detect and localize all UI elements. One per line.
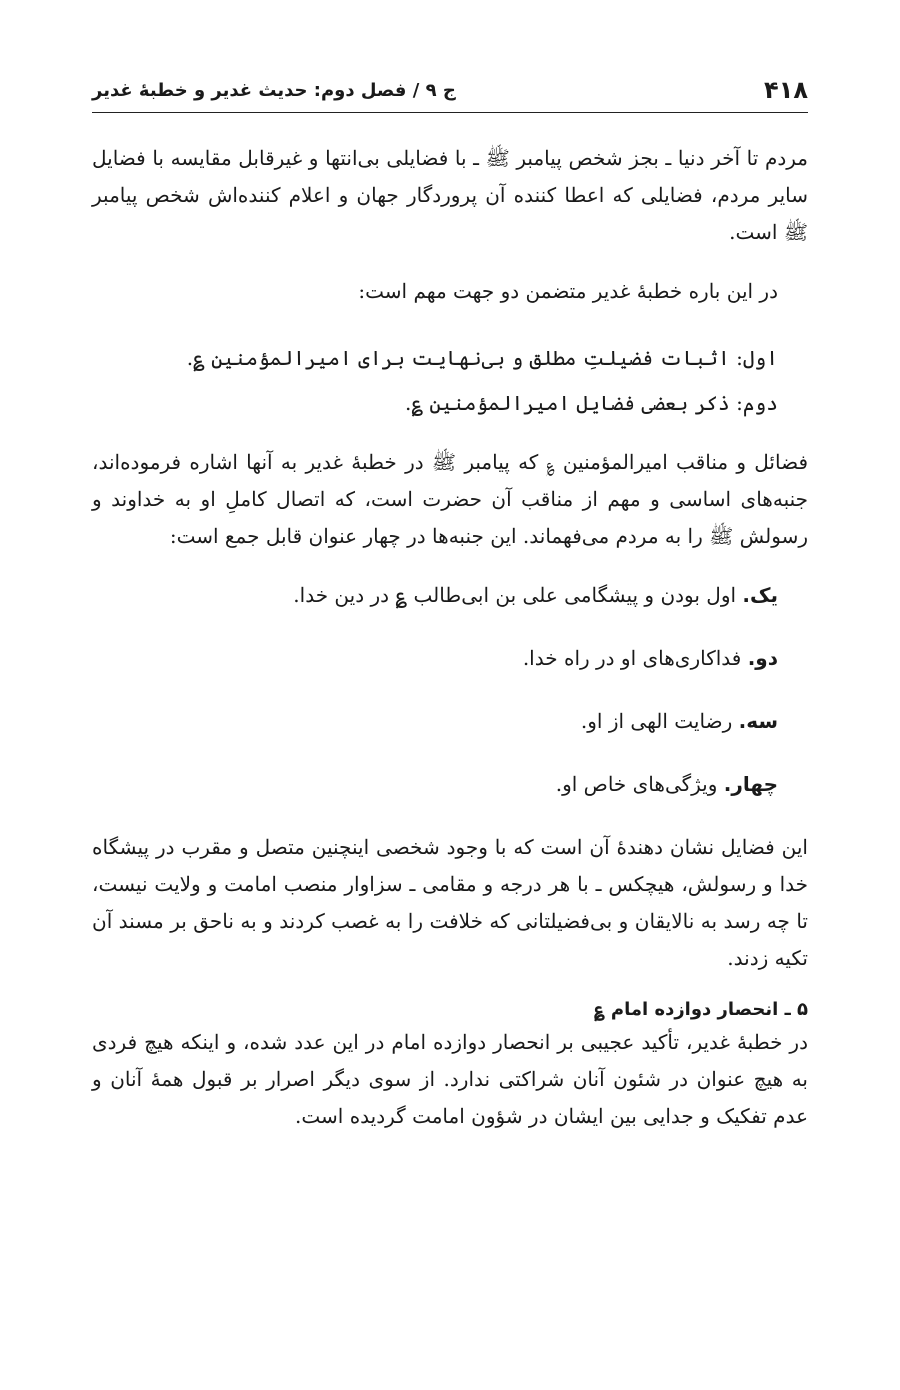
- running-title: ج ۹ / فصل دوم: حدیث غدیر و خطبهٔ غدیر: [92, 79, 456, 101]
- list-item-label: دو.: [747, 646, 778, 670]
- list-item: [92, 577, 778, 614]
- list-item-text: اول بودن و پیشگامی علی بن ابی‌طالب ؏ در دین خدا.: [293, 583, 743, 607]
- list-item: [92, 703, 778, 740]
- paragraph-intro: مردم تا آخر دنیا ـ بجز شخص پیامبر ﷺ ـ با فضایلی بی‌انتها و غیرقابل مقایسه با فضایل سایر مردم، فضایلی که اعطا کننده آن پروردگار جهان و اعلام کننده‌اش شخص پیامبر ﷺ است.: [92, 146, 808, 244]
- paragraph-aspects-lead: در این باره خطبهٔ غدیر متضمن دو جهت مهم است:: [358, 279, 778, 303]
- paragraph-conclusion: این فضایل نشان دهندهٔ آن است که با وجود شخصی اینچنین متصل و مقرب در پیشگاه خدا و رسولش، هیچکس ـ با هر درجه و مقامی ـ سزاوار منصب امامت و ولایت نیست، تا چه رسد به نالایقان و بی‌فضیلتانی که خلافت را به غصب کردند و به ناحق بر مسند آن تکیه زدند.: [92, 835, 809, 970]
- page-header: [92, 68, 808, 113]
- list-item-text: فداکاری‌های او در راه خدا.: [522, 646, 748, 670]
- list-item: [92, 640, 778, 677]
- list-item-label: سه.: [738, 709, 778, 733]
- paragraph-twelve-imams: در خطبهٔ غدیر، تأکید عجیبی بر انحصار دوازده امام در این عدد شده، و اینکه هیچ فردی به هیچ عنوان در شئون آنان شراکتی ندارد. از سوی دیگر اصرار بر قبول همهٔ آنان و عدم تفکیک و جدایی بین ایشان در شؤون امامت گردیده است.: [92, 1030, 808, 1128]
- section-heading: ۵ ـ انحصار دوازده امام ؏: [594, 999, 808, 1020]
- page-number: ۴۱۸: [764, 76, 808, 104]
- paragraph-aspect-second: دوم: ذکر بعضی فضایل امیرالمؤمنین ؏.: [404, 391, 778, 415]
- paragraph-virtues: فضائل و مناقب امیرالمؤمنین ؏ که پیامبر ﷺ در خطبهٔ غدیر به آنها اشاره فرموده‌اند، جنبه‌های اساسی و مهم از مناقب آن حضرت است، که اتصال کاملِ او به خداوند و رسولش ﷺ را به مردم می‌فهماند. این جنبه‌ها در چهار عنوان قابل جمع است:: [92, 450, 809, 548]
- list-item-text: رضایت الهی از او.: [580, 709, 739, 733]
- page-body: [92, 140, 808, 1135]
- list-item: [92, 766, 778, 803]
- list-item-label: یک.: [742, 583, 778, 607]
- paragraph-aspect-first: اول: اثبات فضیلتِ مطلق و بی‌نهایت برای امیرالمؤمنین ؏.: [186, 346, 778, 370]
- list-item-label: چهار.: [723, 772, 778, 796]
- list-item-text: ویژگی‌های خاص او.: [555, 772, 724, 796]
- virtues-list: [92, 577, 808, 803]
- aspects-block: [92, 273, 808, 422]
